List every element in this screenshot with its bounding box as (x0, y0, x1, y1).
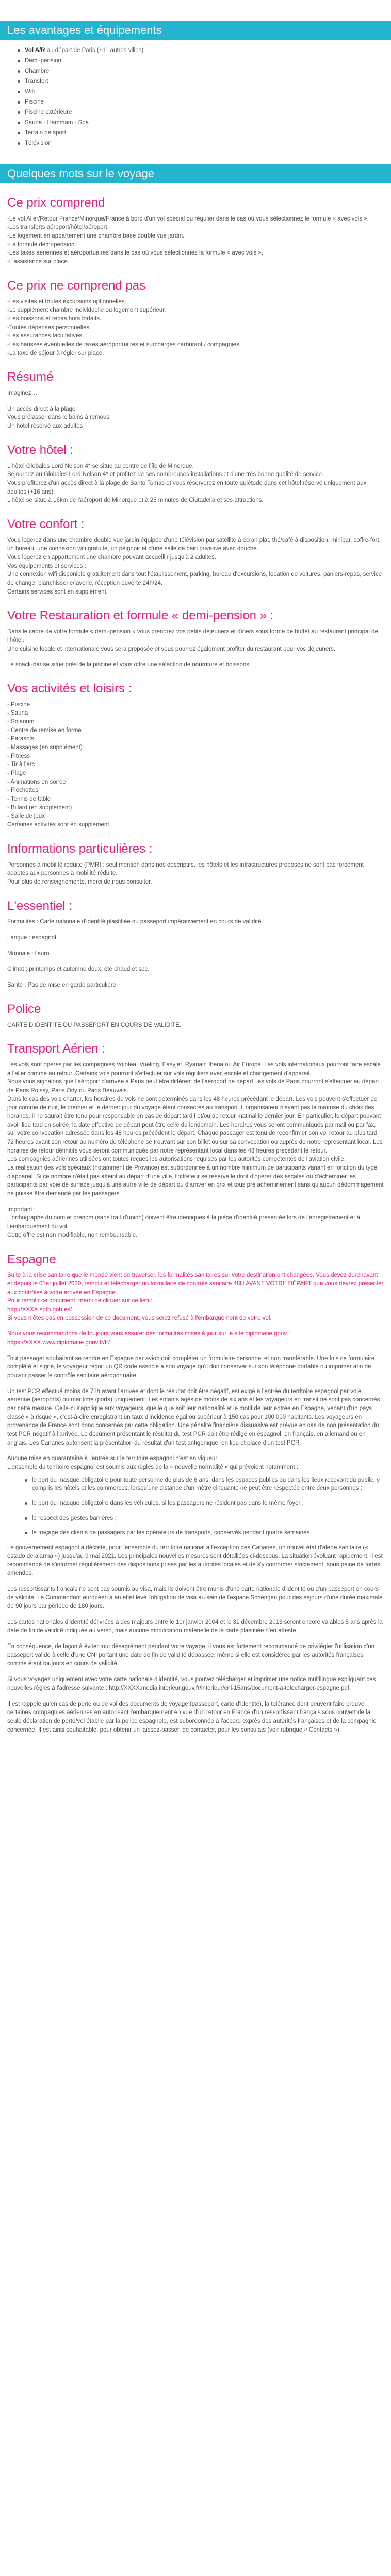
advantage-item-text: Télévision (25, 140, 52, 146)
section-comfort (7, 517, 384, 597)
section-title: Ce prix ne comprend pas (7, 278, 146, 293)
measure-item: le respect des gestes barrières ; (32, 1514, 384, 1523)
text-line: - Fitness (7, 753, 30, 759)
advantage-item-text: Wifi (25, 89, 35, 95)
text-line: Un test PCR effectué moins de 72h avant l'arrivée et dont le résultat doit être négatif, est exigé à l'entrée du territoire espagnol par voie aérienne (aéroports) ou maritime (ports) uniquement. Les enfants âgés de moins de six ans et les voyageurs en transit ne sont pas concernés par cette mesure. Celle-ci s'applique aux voyageurs, quelle que soit leur nationalité et le motif de leur entrée en Espagne, venant d'un pays classé « à risque », c'est-à-dire enregistrant un taux d'incidence égal ou supérieur à 150 cas pour 100 000 habitants. Les voyageurs en provenance de France sont donc concernés par cette obligation. Une pénalité financière dissuasive est prévue en cas de non présentation du test PCR négatif à l'arrivée. Le document présentant le résultat du test PCR doit être rédigé en espagnol, en français, en allemand ou en anglais. Les Canaries autorisent la présentation du résultat d'un test antigénique, en lieu et place d'un test PCR. (7, 1388, 380, 1446)
text-line: Suite à la crise sanitaire que le monde vient de traverser, les formalités sanitaires sur votre destination ont changées. Vous devez dorénavant et depuis le 01er juillet 2020, remplir et télécharger un formulaire de contrôle sanitaire 48H AVANT VOTRE DÉPART que vous devrez présenter aux contrôles à votre arrivée en Espagne. (7, 1272, 384, 1296)
spacer (7, 1198, 384, 1206)
text-line: Vos équipements et services : (7, 563, 86, 569)
section-title: L'essentiel : (7, 899, 72, 913)
measure-item: le port du masque obligatoire pour toute personne de plus de 6 ans, dans les espaces publics ou dans les lieux recevant du public, y compris les hôtels et les commerces, lorsqu'une distance d'un mètre cinquante ne peut être respectée entre deux personnes ; (32, 1476, 384, 1493)
text-line: L'hôtel Globales Lord Nelson 4* se situe au centre de l'île de Minorque. (7, 463, 194, 469)
text-line: Monnaie : l'euro. (7, 950, 51, 957)
text-line: Important : (7, 1206, 36, 1213)
section-title: Votre confort : (7, 517, 85, 531)
text-line: Cette offre est non modifiable, non remboursable. (7, 1232, 138, 1239)
section-dining (7, 608, 384, 669)
spacer (7, 398, 384, 405)
spacer (7, 1578, 384, 1585)
text-line: Les cartes nationales d'identité délivrées à des majeurs entre le 1er janvier 2004 et le 31 décembre 2013 seront encore valables 5 ans après la date de fin de validité indiquée au verso, mais aucune modification matérielle de la carte plastifiée n'en atteste. (7, 1619, 383, 1634)
spacer (7, 974, 384, 981)
measure-item: le traçage des clients de passagers par les opérateurs de transports, conservés pendant quatre semaines. (32, 1529, 384, 1537)
text-line: Pour plus de renseignements, merci de nous consulter. (7, 878, 152, 885)
text-line: Les compagnies aériennes utilisées ont toutes reçues les autorisations requises par les autorités compétentes de l'aviation civile. (7, 1156, 346, 1163)
spacer (7, 1668, 384, 1675)
section-transport (7, 1042, 384, 1240)
text-line: - Solarium (7, 719, 35, 725)
advantage-item-text: Piscine (25, 99, 44, 105)
text-line: Personnes à mobilité réduite (PMR) : seul mention dans nos descriptifs, les hôtels et les infrastructures proposés ne sont pas forcément adaptés aux personnes à mobilité réduite. (7, 861, 364, 877)
text-line: Il est rappelé qu'en cas de perte ou de vol des documents de voyage (passeport, carte d'identité), la tolérance dont peuvent faire preuve certaines compagnies aériennes en autorisant l'embarquement en vue d'un retour en France d'un ressortissant français sous couvert de la seule déclaration de perte/vol établie par la police espagnole, est subordonnée à l'accord exprès des autorités françaises et de la compagnie concernée. Il est ainsi souhaitable, pour obtenir un laissez-passer, de contacter, pour les consulats (voir rubrique « Contacts »). (7, 1701, 377, 1733)
text-line: - Fléchettes (7, 787, 39, 794)
section-title: Ce prix comprend (7, 196, 105, 210)
text-line: - Sauna (7, 710, 28, 717)
text-line: Pour remplir ce document, merci de cliquer sur ce lien : (7, 1298, 153, 1304)
spacer (7, 942, 384, 950)
text-line: Les ressortissants français ne sont pas soumis au visa, mais ils doivent être munis d'une carte nationale d'identité ou d'un passeport en cours de validité. Le Commandant européen a en effet levé l'obligation de visa au sein de l'espace Schengen pour des séjours d'une durée maximale de 90 jours par période de 180 jours. (7, 1586, 383, 1610)
spacer (7, 1635, 384, 1642)
section-summary (7, 370, 384, 430)
text-line: Les vols sont opérés par les compagnies Volotea, Vueling, Easyjet, Ryanair, Iberia ou Air Europa. Les vols internationaux pourront faire escale à l'aller comme au retour. Certains vols pourront s'effectuer sur vols réguliers avec escale et changement d'appareil. (7, 1062, 381, 1077)
text-line: L'hôtel se situe à 16km de l'aéroport de Minorque et à 25 minutes de Ciutadella et ses attractions. (7, 497, 264, 504)
text-line: - Centre de remise en forme (7, 727, 82, 734)
text-line: -Les boissons et repas hors forfaits. (7, 315, 102, 322)
advantage-item (25, 56, 391, 66)
text-line: -Le supplément chambre individuelle ou logement supérieur. (7, 307, 166, 314)
section-essential (7, 899, 384, 990)
text-line: Langue : espagnol. (7, 935, 58, 941)
text-line: -L'assistance sur place. (7, 259, 69, 265)
advantages-banner (0, 21, 391, 40)
text-line: - Piscine (7, 701, 30, 708)
section-title: Espagne (7, 1252, 56, 1266)
words-title: Quelques mots sur le voyage (7, 167, 154, 180)
text-line: -La formule demi-pension. (7, 241, 76, 248)
text-line: Si vous n'êtes pas en possession de ce document, vous serez refusé à l'embarquement de votre vol. (7, 1315, 272, 1321)
advantage-item-text: Sauna - Hammam - Spa (25, 120, 89, 126)
text-line: Le gouvernement espagnol a décrété, pour l'ensemble du territoire national à l'exception des Canaries, un nouvel état d'alerte sanitaire (« estado de alarma ») jusqu'au 9 mai 2021. Les principales nouvelles mesures sont détaillées ci-dessous. La situation évoluant rapidement, il est recommandé de s'informer régulièrement des dispositions prises par les autorités locales et de s'y conformer strictement, sous peine de fortes amendes. (7, 1545, 383, 1577)
advantage-item (25, 128, 391, 138)
text-line: Une connexion wifi disponible gratuitement dans tout l'établissement, parking, bureau d'excursions, location de voitures, paniers-repas, service de change, blanchisserie/laverie, réception ouverte 24h/24. (7, 571, 382, 587)
advantage-item (25, 97, 391, 107)
advantage-item-text: Demi-pension (25, 58, 61, 64)
text-line: Tout passager souhaitant se rendre en Espagne par avion doit compléter un formulaire personnel et non transférable. Une fois ce formulaire complété et signé, le voyageur reçoit un QR code associé à son voyage qu'il doit conserver sur son téléphone portable ou imprimer afin de pouvoir passer le contrôle sanitaire aéroportuaire. (7, 1355, 375, 1379)
section-included (7, 196, 384, 266)
section-police (7, 1002, 384, 1029)
section-title: Police (7, 1002, 41, 1016)
text-line: La réalisation des vols spéciaux (notamment de Province) est subordonnée à un nombre minimum de participants variant en fonction du type d'appareil. Si ce nombre n'était pas atteint au départ d'une ville, l'offreteur se réserve le droit d'opérer des escales ou d'acheminer les participants par voie de surface jusqu'à une autre ville de départ ou d'arriver en prix et tous pré acheminement sans qu'aucun dédommagement ne puisse être demandé par les passagers. (7, 1165, 384, 1197)
text-line: - Animations en soirée (7, 778, 66, 785)
text-line: Climat : printemps et automne doux, été chaud et sec. (7, 966, 150, 973)
text-line: Formalités : Carte nationale d'identité plastifiée ou passeport impérativement en cours de validité. (7, 919, 263, 925)
text-line: - Plage (7, 770, 26, 777)
text-line: Santé : Pas de mise en garde particulière. (7, 982, 118, 989)
advantage-item-strong: Vol A/R (25, 47, 45, 54)
section-title: Votre Restauration et formule « demi-pension » : (7, 608, 274, 623)
text-line: -Le logement en appartement une chambre base double vue jardin. (7, 233, 185, 240)
text-line: Dans le cadre de votre formule « demi-pension » vous prendrez vos petits déjeuners et dîners sous forme de buffet au restaurant principal de l'hôtel. (7, 629, 378, 643)
text-line: -Les taxes aériennes et aéroportuaires dans le cas où vous sélectionnez la formule « avec vols ». (7, 250, 264, 257)
measures-list (7, 1476, 384, 1537)
spacer (7, 1611, 384, 1618)
text-line: Le snack-bar se situe près de la piscine et vous offre une sélection de nourriture et boissons. (7, 662, 251, 668)
section-title: Transport Aérien : (7, 1042, 105, 1056)
text-line: -Les hausses éventuelles de taxes aéroportuaires et surcharges carburant / compagnies. (7, 341, 241, 348)
text-line: -Les transferts aéroport/hôtel/aéroport. (7, 224, 109, 231)
spacer (7, 958, 384, 965)
advantage-item-text: Piscine extérieure (25, 109, 72, 115)
text-line: Si vous voyagez uniquement avec votre carte nationale d'identité, vous pouvez télécharger et imprimer une notice multilingue expliquant ces nouvelles règles à l'adresse suivante : http://XXXX.media.interieur.gouv.fr/interieur/cni-15ans/document-a-telecharger-espagne.pdf. (7, 1676, 376, 1691)
text-line: Imaginez… (7, 390, 38, 397)
spacer (7, 653, 384, 660)
text-line: Un hôtel réservé aux adultes (7, 423, 83, 430)
spacer (7, 926, 384, 934)
text-line: Vous logerez dans une chambre double vue jardin équipée d'une télévision par satellite à écran plat, thé/café à disposition, minibar, coffre-fort, un bureau, une connexion wifi gratuite, un peignoir et d'une salle de bain privative avec douche. (7, 537, 381, 552)
section-spain (7, 1252, 384, 1735)
text-line: http://XXXX.spth.gob.es/ (7, 1306, 72, 1313)
text-line: Vous profiterez d'un accès direct à la plage de Santo Tomas et vous réserverez en toute quiétude dans cet hôtel réservé uniquement aux adultes (+16 ans). (7, 480, 367, 495)
section-leisure (7, 682, 384, 829)
text-line: - Massages (en supplément) (7, 744, 83, 751)
text-line: Vous prélasser dans le bains à remous (7, 414, 110, 421)
spacer (7, 1693, 384, 1700)
text-line: Aucune mise en quarantaine à l'entrée sur le territoire espagnol n'est en vigueur. (7, 1455, 219, 1462)
text-line: Nous vous recommandons de toujours vous assurer des formalités mises à jour sur le site diplomatie.gouv : https://XXXX.www.diplomatie.gouv.fr/fr/ (7, 1331, 290, 1346)
text-line: Vous logerez en appartement une chambre pouvant accueillir jusqu'à 2 adultes. (7, 554, 216, 561)
spacer (7, 1380, 384, 1387)
text-line: - Tennis de table (7, 796, 51, 803)
spacer (7, 1323, 384, 1330)
advantage-item (25, 87, 391, 97)
text-line: Nous vous signalons que l'aéroport d'arrivée à Paris peut être différent de l'aéroport de départ, les vols de Paris pourront s'effectuer au départ de Paris Roissy, Paris Orly ou Paris Beauvais. (7, 1079, 379, 1094)
text-line: Dans le cas des vols charter, les horaires de vols ne sont déterminés dans les 48 heures précédant le départ. Les vols peuvent s'effectuer de jour comme de nuit, le premier et le dernier jour du voyage étant consacrés au transport. L'organisateur n'ayant pas la maîtrise du choix des horaires, il ne saurait être tenu pour responsable en cas de départ tardif et/ou de retour matinal le dernier jour. En particulier, le départ pouvant avoir lieu tard en soirée, la date effective de départ peut être celle du lendemain. Les horaires vous seront communiqués par mail ou par fax, sur votre convocation adressée dans les 48 heures précédent le départ. Chaque passager est tenu de reconfirmer son vol retour au plus tard 72 heures avant son retour au numéro de téléphone se trouvant sur son billet ou sur sa convocation ou auprès de notre représentant local. Les horaires de retour définitifs vous seront communiqués par notre représentant local dans les 48 heures précédant le retour. (7, 1096, 383, 1154)
text-line: - Billard (en supplément) (7, 804, 72, 811)
text-line: En conséquence, de façon à éviter tout désagrément pendant votre voyage, il vous est fortement recommandé de privilégier l'utilisation d'un passeport valide à celle d'une CNI portant une date de fin de validité dépassée, même si elle est considérée par les autorités françaises comme étant toujours en cours de validité. (7, 1643, 375, 1667)
spacer (7, 1447, 384, 1454)
section-title: Informations particulières : (7, 841, 153, 856)
words-banner (0, 164, 391, 183)
text-line: -Le vol Aller/Retour France/Minorque/France à bord d'un vol spécial ou régulier dans le cas où vous sélectionnez le formule « avec vols ». (7, 215, 369, 222)
content (0, 196, 391, 1734)
advantages-list (0, 45, 391, 148)
section-practical (7, 842, 384, 887)
text-line: Séjournez au Globales Lord Nelson 4* et profitez de ses nombreuses installations et d'une très bonne qualité de service. (7, 471, 324, 478)
text-line: - Tir à l'arc (7, 761, 35, 768)
advantage-item (25, 117, 391, 128)
text-line: - Salle de jeux (7, 813, 45, 820)
advantage-item-text: Transfert (25, 78, 48, 84)
text-line: -Les visites et toutes excursions optionnelles. (7, 298, 126, 305)
measure-item: le port du masque obligatoire dans les véhicules, si les passagers ne résident pas dans le même foyer ; (32, 1499, 384, 1508)
advantage-item-text: au départ de Paris (+11 autres villes) (45, 47, 144, 54)
text-line: -La taxe de séjour à régler sur place. (7, 350, 104, 357)
advantage-item (25, 66, 391, 76)
section-hotel (7, 443, 384, 505)
advantage-item (25, 107, 391, 117)
text-line: L'ensemble du territoire espagnol est soumis aux règles de la « nouvelle normalité » qui prévoient notamment : (7, 1464, 299, 1471)
section-title: Votre hôtel : (7, 443, 74, 457)
text-line: CARTE D'IDENTITE OU PASSEPORT EN COURS DE VALIDITE. (7, 1022, 182, 1028)
advantage-item-text: Terrain de sport (25, 130, 66, 136)
text-line: -Toutes dépenses personnelles. (7, 324, 91, 331)
text-line: Une cuisine locale et internationale vous sera proposée et vous pourrez également profiter du restaurant pour vos déjeuners. (7, 646, 336, 652)
text-line: L'orthographe du nom et prénom (sans trait d'union) doivent être identiques à la pièce d'identité présentée lors de l'enregistrement et à l'embarquement du vol. (7, 1215, 360, 1230)
spacer (7, 1347, 384, 1354)
advantage-item (25, 45, 391, 56)
text-line: Certaines activités sont en supplément. (7, 822, 111, 828)
advantage-item-text: Chambre (25, 68, 50, 74)
text-line: - Parasols (7, 736, 34, 742)
section-title: Vos activités et loisirs : (7, 681, 132, 696)
advantage-item (25, 76, 391, 87)
advantage-item (25, 138, 391, 148)
section-excluded (7, 279, 384, 358)
text-line: Certains services sont en supplément. (7, 588, 108, 595)
advantages-title: Les avantages et équipements (7, 24, 162, 37)
section-title: Résumé (7, 370, 54, 384)
text-line: -Les assurances facultatives. (7, 333, 84, 340)
text-line: Un accès direct à la plage (7, 405, 76, 412)
